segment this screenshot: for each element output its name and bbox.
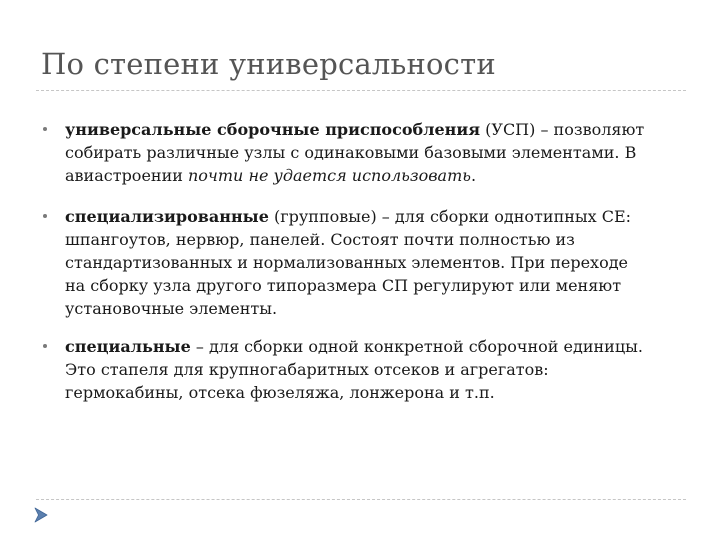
term-special: специальные <box>65 337 191 356</box>
term-specialized: специализированные <box>65 207 269 226</box>
bullet-text: – для сборки одной конкретной сборочной единицы. <box>190 337 643 356</box>
term-universal: универсальные сборочные приспособления <box>65 120 481 139</box>
bullet-line: установочные элементы. <box>65 299 278 318</box>
bullet-line: стандартизованных и нормализованных элементов. При переходе <box>65 253 629 272</box>
bullet-line <box>65 205 690 228</box>
play-arrow-icon[interactable] <box>34 507 48 523</box>
bullet-line: на сборку узла другого типоразмера СП регулируют или меняют <box>65 276 622 295</box>
bullet-dot <box>43 214 47 218</box>
bullet-line <box>65 164 690 187</box>
title-divider <box>36 90 686 91</box>
bullet-line <box>65 118 690 141</box>
bullet-text: . <box>470 166 477 185</box>
bullet-line: собирать различные узлы с одинаковыми базовыми элементами. В <box>65 143 637 162</box>
bullet-line: Это стапеля для крупногабаритных отсеков и агрегатов: <box>65 360 549 379</box>
bullet-dot <box>43 344 47 348</box>
slide-title: По степени универсальности <box>41 47 496 81</box>
bullet-line <box>65 335 690 358</box>
bullet-item-special <box>65 335 690 404</box>
emphasis-text: почти не удается использовать <box>187 166 471 185</box>
bullet-item-universal <box>65 118 690 187</box>
bullet-text: (групповые) – для сборки однотипных СЕ: <box>268 207 632 226</box>
bullet-text: (УСП) – позволяют <box>480 120 645 139</box>
bullet-line: гермокабины, отсека фюзеляжа, лонжерона и т.п. <box>65 383 495 402</box>
bullet-item-specialized <box>65 205 690 320</box>
bullet-line: шпангоутов, нервюр, панелей. Состоят почти полностью из <box>65 230 575 249</box>
bullet-dot <box>43 127 47 131</box>
bullet-text: авиастроении <box>65 166 188 185</box>
footer-divider <box>36 499 686 500</box>
